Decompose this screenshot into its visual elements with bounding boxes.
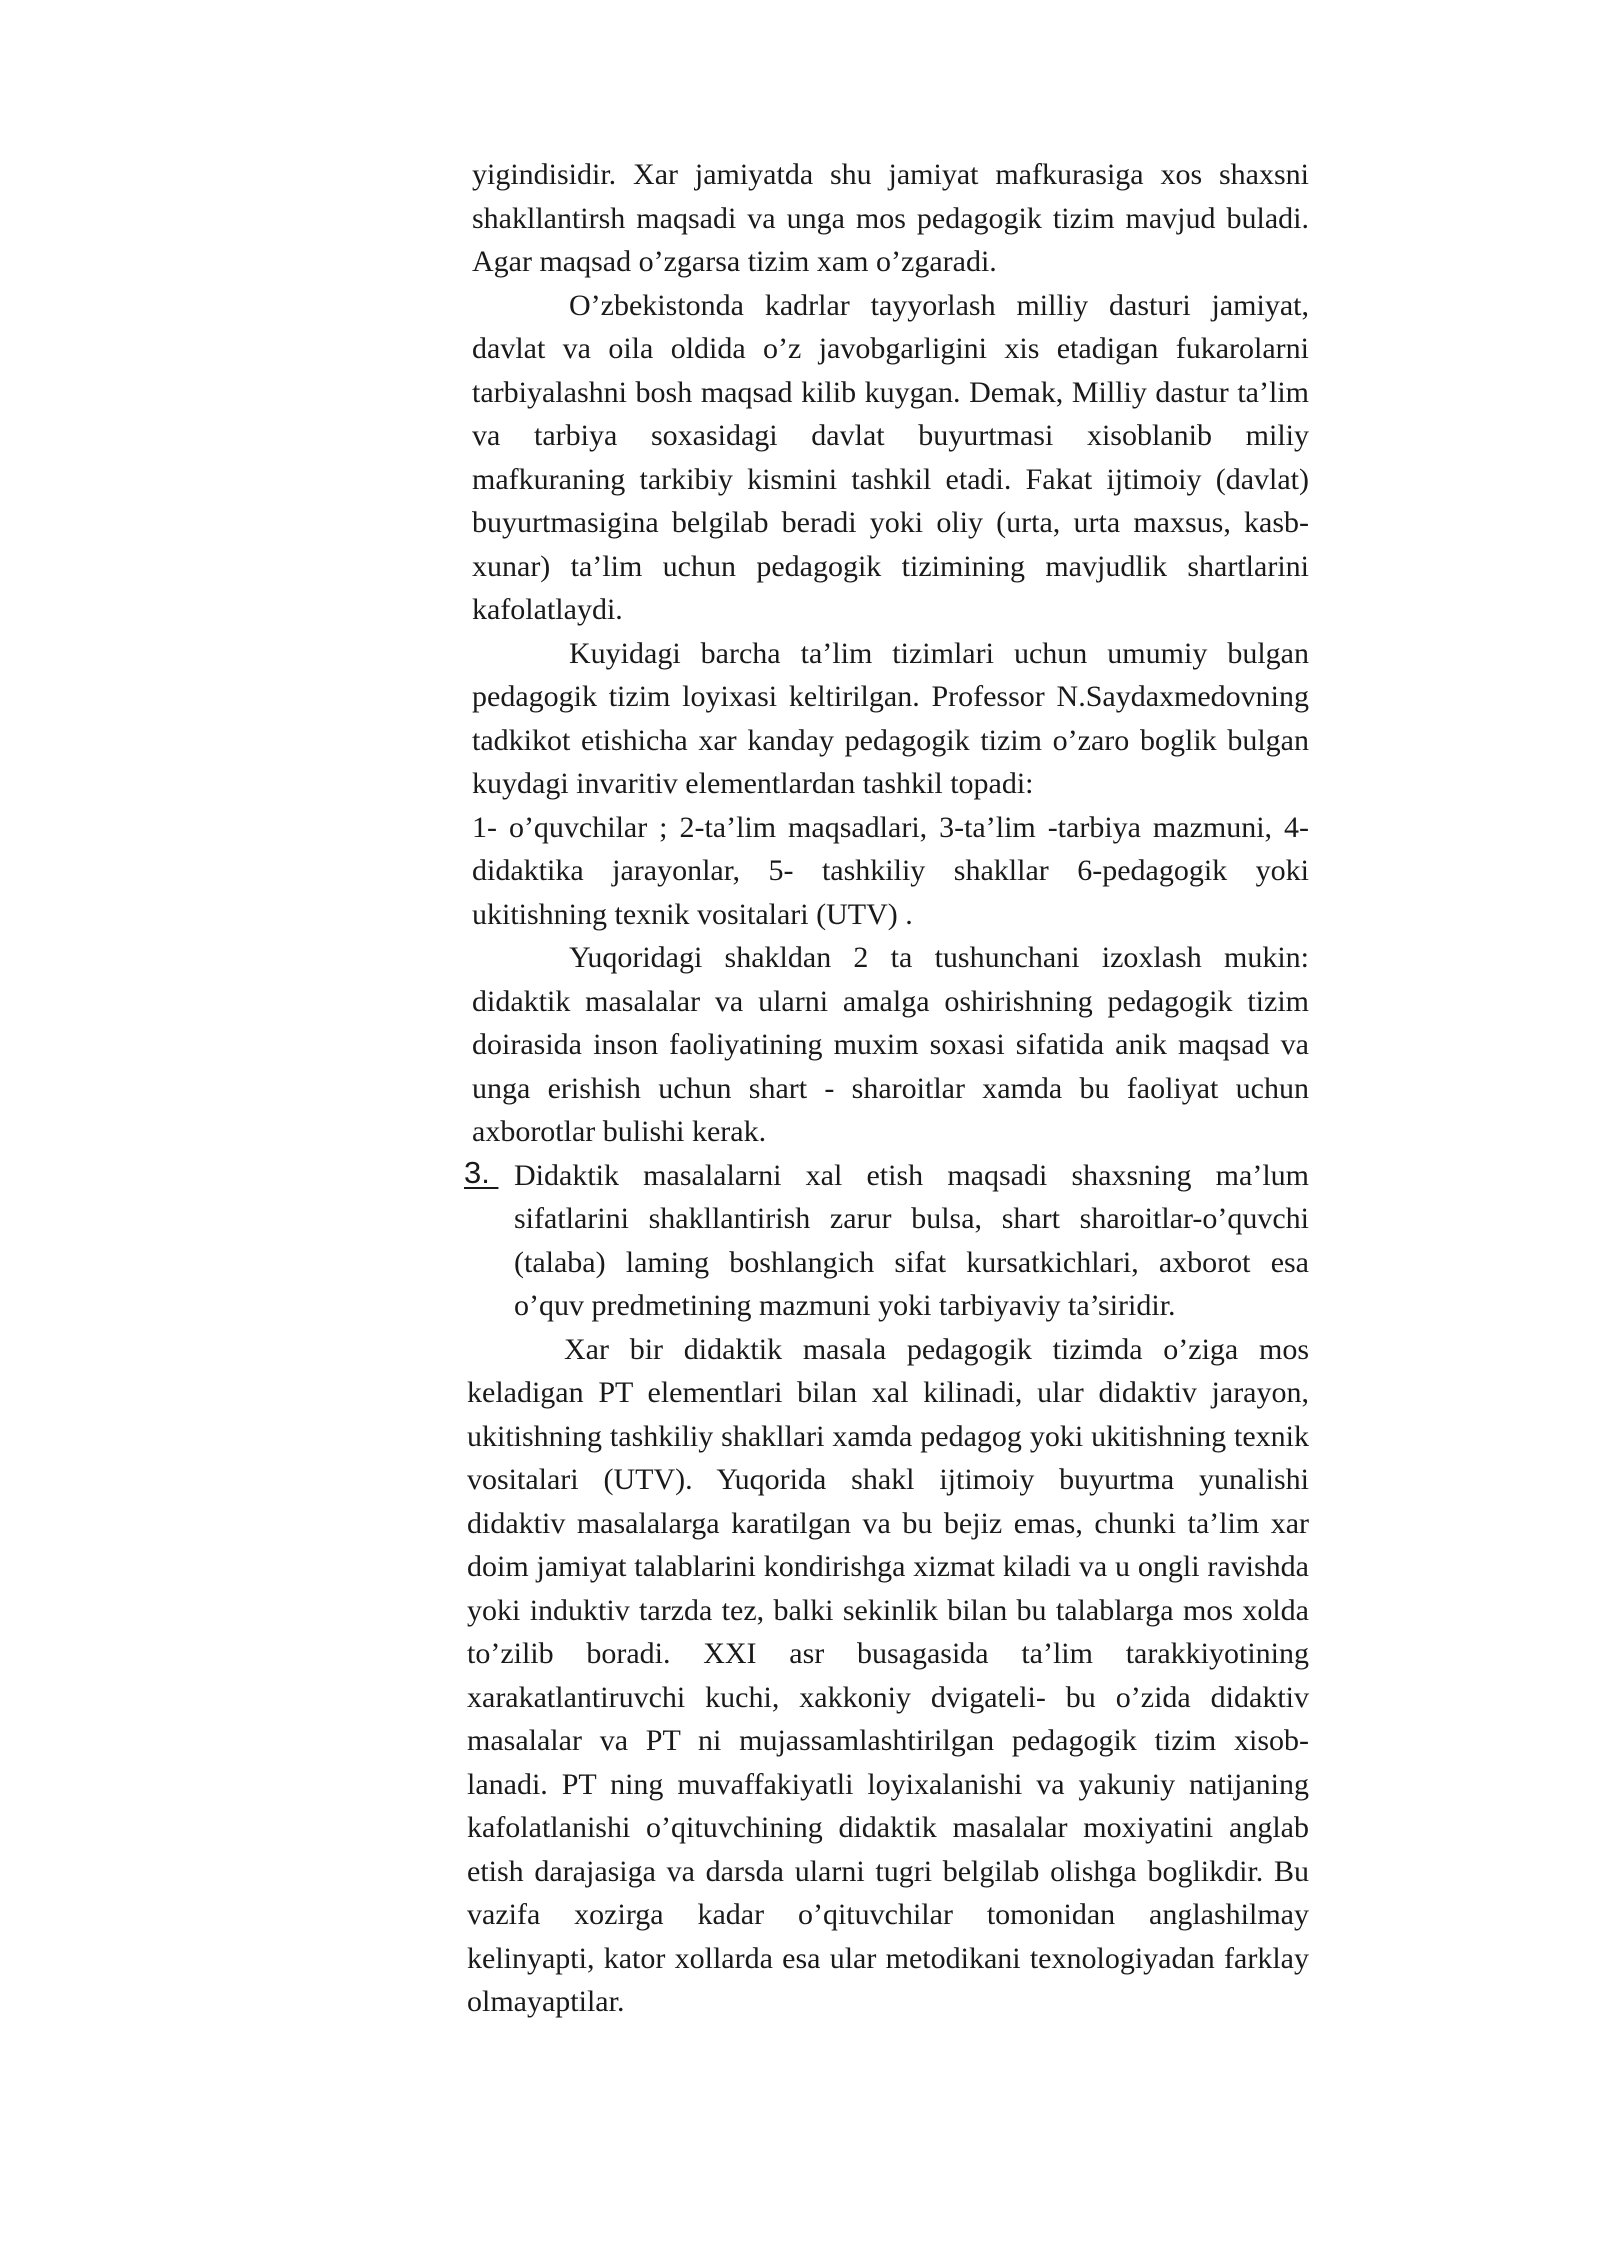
paragraph-pt-elements: Xar bir didaktik masala pedagogik tizimda o’ziga mos keladigan PT elementlari bilan xal kilinadi, ular didaktiv jarayon, ukitishning tashkiliy shakllari xamda pedagog yoki ukitishning texnik vositalari (UTV). Yuqorida shakl ijtimoiy buyurtma yunalishi didaktiv masalalarga karatilgan va bu bejiz emas, chunki ta’lim xar doim jamiyat talablarini kondirishga xizmat kiladi va u ongli ravishda yoki induktiv tarzda tez, balki sekinlik bilan bu talablarga mos xolda to’zilib boradi. XXI asr busagasida ta’lim tarakkiyotining xarakatlantiruvchi kuchi, xakkoniy dvigateli- bu o’zida didaktiv masalalar va PT ni mujassamlashtirilgan pedagogik tizim xisob- lanadi. PT ning muvaffakiyatli loyixalanishi va yakuniy natijaning kafolatlanishi o’qituvchining didaktik masalalar moxiyatini anglab etish darajasiga va darsda ularni tugri belgilab olishga boglikdir. Bu vazifa xozirga kadar o’qituvchilar tomonidan anglashilmay kelinyapti, kator xollarda esa ular metodikani texnologiyadan farklay olmayaptilar.: [467, 1332, 1309, 2018]
paragraph-national-program: O’zbekistonda kadrlar tayyorlash milliy dasturi jamiyat, davlat va oila oldida o’z javobgarligini xis etadigan fukarolarni tarbiyalashni bosh maqsad kilib kuygan. Demak, Milliy dastur ta’lim va tarbiya soxasidagi davlat buyurtmasi xisoblanib miliy mafkuraning tarkibiy kismini tashkil etadi. Fakat ijtimoiy (davlat) buyurtmasigina belgilab beradi yoki oliy (urta, urta maxsus, kasb-xunar) ta’lim uchun pedagogik tizimining mavjudlik shartlarini kafolatlaydi.: [472, 288, 1309, 626]
paragraph-continuation: yigindisidir. Xar jamiyatda shu jamiyat mafkurasiga xos shaxsni shakllantirsh maqsadi va unga mos pedagogik tizim mavjud buladi. Agar maqsad o’zgarsa tizim xam o’zgaradi.: [472, 158, 1309, 278]
document-body: [464, 153, 1309, 2024]
list-number-marker: 3.: [464, 1154, 499, 1190]
numbered-item-3: [464, 1154, 1309, 1328]
paragraph-elements-list: 1- o’quvchilar ; 2-ta’lim maqsadlari, 3-ta’lim -tarbiya mazmuni, 4- didaktika jarayonlar, 5- tashkiliy shakllar 6-pedagogik yoki ukitishning texnik vositalari (UTV) .: [472, 810, 1309, 931]
paragraph-pedagogical-system: Kuyidagi barcha ta’lim tizimlari uchun umumiy bulgan pedagogik tizim loyixasi keltirilgan. Professor N.Saydaxmedovning tadkikot etishicha xar kanday pedagogik tizim o’zaro boglik bulgan kuydagi invaritiv elementlardan tashkil topadi:: [472, 636, 1309, 800]
numbered-item-text: Didaktik masalalarni xal etish maqsadi shaxsning ma’lum sifatlarini shakllantirish zarur bulsa, shart sharoitlar-o’quvchi (talaba) laming boshlangich sifat kursatkichlari, axborot esa o’quv predmetining mazmuni yoki tarbiyaviy ta’siridir.: [514, 1158, 1309, 1322]
paragraph-didactic-tasks: Yuqoridagi shakldan 2 ta tushunchani izoxlash mukin: didaktik masalalar va ularni amalga oshirishning pedagogik tizim doirasida inson faoliyatining muxim soxasi sifatida anik maqsad va unga erishish uchun shart - sharoitlar xamda bu faoliyat uchun axborotlar bulishi kerak.: [472, 941, 1309, 1148]
